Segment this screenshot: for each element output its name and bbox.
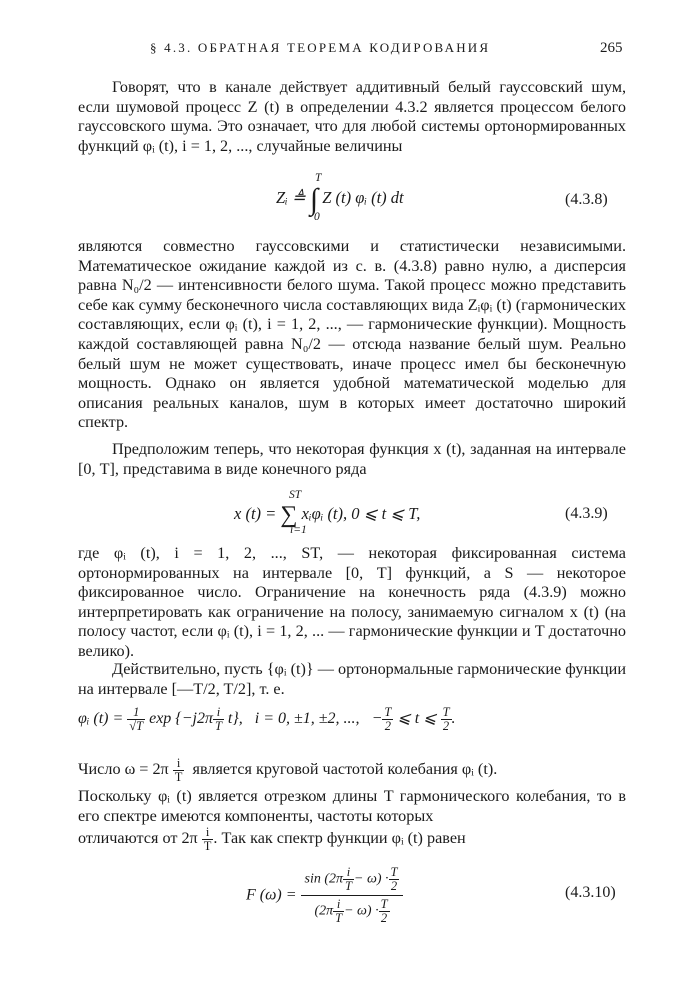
- paragraph-spectrum-components: Поскольку φᵢ (t) является отрезком длины T гармонического колебания, то в его спектре имеются компоненты, частоты которых: [78, 787, 626, 825]
- eq-4-3-10-numerator: sin (2π $\frac{i}{T}$ − ω) · $\frac{T}{2}$: [301, 866, 404, 896]
- eq-phi-range: i = 0, ±1, ±2, ...,: [254, 710, 360, 728]
- line-frequency-differ: [78, 826, 626, 853]
- page-number: 265: [600, 40, 623, 56]
- eq-phi-upper-bound: $\frac{T}{2}$: [442, 705, 450, 733]
- equation-4-3-10: [246, 866, 403, 925]
- paragraph-finite-series-intro: Предположим теперь, что некоторая функция x (t), заданная на интервале [0, T], представима в виде конечного ряда: [78, 440, 626, 478]
- eq-phi-norm-fraction: $\frac{1}{√T}$: [129, 705, 144, 733]
- eq-4-3-8-lower-limit: 0: [314, 211, 320, 223]
- equation-number-4-3-9: (4.3.9): [565, 505, 608, 522]
- differ-suffix: . Так как спектр функции φᵢ (t) равен: [213, 829, 466, 848]
- eq-phi-i-over-t: $\frac{i}{T}$: [214, 705, 222, 733]
- eq-4-3-10-main-fraction: [301, 866, 404, 925]
- equation-number-4-3-10: (4.3.10): [565, 884, 616, 901]
- omega-prefix: Число ω = 2π: [78, 760, 169, 779]
- equation-4-3-8: [276, 183, 404, 217]
- equation-harmonic-phi: φᵢ (t) = $\frac{1}{√T}$ exp {−j2π $\frac{i}{T}$ t}, i = 0, ±1, ±2, ..., − $\frac{T}{2}$ ⩽ t ⩽ $\frac{T}{2}$ .: [78, 705, 456, 733]
- paragraph-harmonic-functions: Действительно, пусть {φᵢ (t)} — ортонормальные гармонические функции на интервале [—T/2, T/2], т. е.: [78, 660, 626, 698]
- equation-4-3-9: [234, 502, 420, 529]
- sum-sign: ∑: [280, 502, 298, 528]
- eq-4-3-8-integrand: Z (t) φᵢ (t) dt: [322, 188, 404, 207]
- paragraph-basis-description: где φᵢ (t), i = 1, 2, ..., ST, — некоторая фиксированная система ортонормированных на интервале [0, T] функций, а S — некоторое фиксированное число. Ограничение на конечность ряда (4.3.9) можно интерпретировать как ограничение на полосу, занимаемую сигналом x (t) (на полосу частот, если φᵢ (t), i = 1, 2, ... — гармонические функции и T достаточно велико).: [78, 544, 626, 660]
- eq-4-3-9-rhs: xᵢφᵢ (t), 0 ⩽ t ⩽ T,: [301, 504, 421, 523]
- differ-fraction: $\frac{i}{T}$: [203, 825, 212, 853]
- eq-4-3-9-upper-limit: ST: [289, 489, 302, 501]
- omega-fraction: $\frac{i}{T}$: [174, 756, 183, 784]
- eq-phi-neg: −: [371, 710, 383, 728]
- omega-suffix: является круговой частотой колебания φᵢ (t).: [192, 760, 498, 779]
- differ-prefix: отличаются от 2π: [78, 829, 198, 848]
- eq-4-3-8-lhs: Zᵢ ≜: [276, 188, 306, 207]
- eq-phi-lhs: φᵢ (t) =: [78, 710, 124, 728]
- running-header: § 4.3. ОБРАТНАЯ ТЕОРЕМА КОДИРОВАНИЯ: [150, 40, 491, 55]
- eq-4-3-9-lower-limit: i=1: [290, 524, 307, 536]
- paragraph-gaussian-properties: являются совместно гауссовскими и статистически независимыми. Математическое ожидание каждой из с. в. (4.3.8) равно нулю, а дисперсия равна N₀/2 — интенсивности белого шума. Такой процесс можно представить себе как сумму бесконечного числа составляющих вида Zᵢφᵢ (t) (гармонических составляющих, если φᵢ (t), i = 1, 2, ..., — гармонические функции). Мощность каждой составляющей равна N₀/2 — отсюда название белый шум. Реально белый шум не может существовать, иначе процесс имел бы бесконечную мощность. Однако он является удобной математической моделью для описания реальных каналов, шум в которых имеет достаточно широкий спектр.: [78, 237, 626, 432]
- eq-4-3-10-denominator: (2π $\frac{i}{T}$ − ω) · $\frac{T}{2}$: [314, 897, 388, 925]
- equation-number-4-3-8: (4.3.8): [565, 191, 608, 208]
- eq-4-3-9-lhs: x (t) =: [234, 504, 277, 523]
- line-circular-frequency: [78, 757, 626, 784]
- eq-phi-exp-a: exp {−j2π: [149, 710, 213, 728]
- paragraph-white-noise-intro: Говорят, что в канале действует аддитивный белый гауссовский шум, если шумовой процесс Z (t) в определении 4.3.2 является процессом белого гауссовского шума. Это означает, что для любой системы ортонормированных функций φᵢ (t), i = 1, 2, ..., случайные величины: [78, 78, 626, 155]
- eq-4-3-10-lhs: F (ω) =: [246, 886, 297, 904]
- eq-phi-lower-bound: $\frac{T}{2}$: [384, 705, 392, 733]
- eq-phi-le: ⩽ t ⩽: [397, 710, 437, 728]
- eq-phi-exp-b: t},: [227, 710, 243, 728]
- eq-4-3-8-upper-limit: T: [315, 172, 322, 184]
- integral-sign: ∫: [309, 183, 319, 216]
